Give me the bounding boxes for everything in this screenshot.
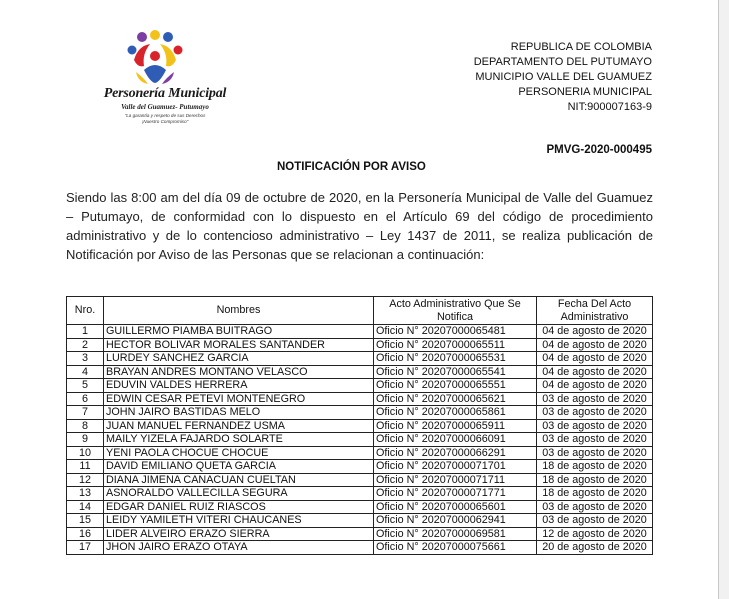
row-number: 5 bbox=[67, 379, 104, 393]
administrative-act: Oficio N° 20207000065861 bbox=[374, 406, 537, 420]
act-date: 03 de agosto de 2020 bbox=[537, 500, 653, 514]
row-number: 12 bbox=[67, 473, 104, 487]
act-date: 12 de agosto de 2020 bbox=[537, 527, 653, 541]
administrative-act: Oficio N° 20207000071711 bbox=[374, 473, 537, 487]
person-name: LEIDY YAMILETH VITERI CHAUCANES bbox=[104, 514, 374, 528]
row-number: 16 bbox=[67, 527, 104, 541]
table-row bbox=[67, 487, 653, 501]
header-nro: Nro. bbox=[67, 297, 104, 325]
administrative-act: Oficio N° 20207000071701 bbox=[374, 460, 537, 474]
letterhead bbox=[474, 40, 652, 115]
act-date: 04 de agosto de 2020 bbox=[537, 352, 653, 366]
person-name: EDWIN CESAR PETEVI MONTENEGRO bbox=[104, 392, 374, 406]
header-nombres: Nombres bbox=[104, 297, 374, 325]
act-date: 04 de agosto de 2020 bbox=[537, 379, 653, 393]
logo-subtitle: Valle del Guamuez- Putumayo bbox=[121, 103, 209, 111]
person-name: EDGAR DANIEL RUIZ RIASCOS bbox=[104, 500, 374, 514]
administrative-act: Oficio N° 20207000065481 bbox=[374, 325, 537, 339]
administrative-act: Oficio N° 20207000071771 bbox=[374, 487, 537, 501]
act-date: 04 de agosto de 2020 bbox=[537, 338, 653, 352]
row-number: 8 bbox=[67, 419, 104, 433]
person-name: JUAN MANUEL FERNANDEZ USMA bbox=[104, 419, 374, 433]
person-name: EDUVIN VALDES HERRERA bbox=[104, 379, 374, 393]
administrative-act: Oficio N° 20207000065621 bbox=[374, 392, 537, 406]
table-body bbox=[67, 325, 653, 555]
table-row bbox=[67, 500, 653, 514]
act-date: 03 de agosto de 2020 bbox=[537, 514, 653, 528]
table-row bbox=[67, 541, 653, 555]
administrative-act: Oficio N° 20207000065551 bbox=[374, 379, 537, 393]
person-name: HECTOR BOLIVAR MORALES SANTANDER bbox=[104, 338, 374, 352]
row-number: 1 bbox=[67, 325, 104, 339]
row-number: 13 bbox=[67, 487, 104, 501]
table-row bbox=[67, 325, 653, 339]
act-date: 03 de agosto de 2020 bbox=[537, 419, 653, 433]
row-number: 7 bbox=[67, 406, 104, 420]
row-number: 3 bbox=[67, 352, 104, 366]
administrative-act: Oficio N° 20207000065531 bbox=[374, 352, 537, 366]
table-row bbox=[67, 419, 653, 433]
row-number: 6 bbox=[67, 392, 104, 406]
letterhead-country: REPUBLICA DE COLOMBIA bbox=[510, 41, 652, 53]
letterhead-municipality: MUNICIPIO VALLE DEL GUAMUEZ bbox=[475, 71, 652, 83]
administrative-act: Oficio N° 20207000065511 bbox=[374, 338, 537, 352]
act-date: 03 de agosto de 2020 bbox=[537, 433, 653, 447]
act-date: 03 de agosto de 2020 bbox=[537, 406, 653, 420]
people-circle-logo-icon bbox=[124, 30, 186, 86]
person-name: LURDEY SANCHEZ GARCIA bbox=[104, 352, 374, 366]
person-name: YENI PAOLA CHOCUE CHOCUE bbox=[104, 446, 374, 460]
act-date: 18 de agosto de 2020 bbox=[537, 460, 653, 474]
logo-slogan-line1: "La garantía y respeto de sus Derechos bbox=[124, 113, 206, 118]
table-row bbox=[67, 527, 653, 541]
row-number: 9 bbox=[67, 433, 104, 447]
person-name: MAILY YIZELA FAJARDO SOLARTE bbox=[104, 433, 374, 447]
table-row bbox=[67, 460, 653, 474]
row-number: 14 bbox=[67, 500, 104, 514]
act-date: 18 de agosto de 2020 bbox=[537, 487, 653, 501]
person-name: DAVID EMILIANO QUETA GARCIA bbox=[104, 460, 374, 474]
letterhead-office: PERSONERIA MUNICIPAL bbox=[518, 86, 652, 98]
person-name: DIANA JIMENA CANACUAN CUELTAN bbox=[104, 473, 374, 487]
table-row bbox=[67, 392, 653, 406]
table-row bbox=[67, 473, 653, 487]
table-row bbox=[67, 406, 653, 420]
table-row bbox=[67, 365, 653, 379]
header-acto: Acto Administrativo Que Se Notifica bbox=[374, 297, 537, 325]
table-row bbox=[67, 433, 653, 447]
row-number: 17 bbox=[67, 541, 104, 555]
act-date: 18 de agosto de 2020 bbox=[537, 473, 653, 487]
act-date: 20 de agosto de 2020 bbox=[537, 541, 653, 555]
table-row bbox=[67, 446, 653, 460]
administrative-act: Oficio N° 20207000066091 bbox=[374, 433, 537, 447]
administrative-act: Oficio N° 20207000065911 bbox=[374, 419, 537, 433]
administrative-act: Oficio N° 20207000075661 bbox=[374, 541, 537, 555]
act-date: 03 de agosto de 2020 bbox=[537, 446, 653, 460]
act-date: 03 de agosto de 2020 bbox=[537, 392, 653, 406]
table-row bbox=[67, 514, 653, 528]
administrative-act: Oficio N° 20207000062941 bbox=[374, 514, 537, 528]
letterhead-department: DEPARTAMENTO DEL PUTUMAYO bbox=[473, 56, 652, 68]
act-date: 04 de agosto de 2020 bbox=[537, 325, 653, 339]
notices-table bbox=[66, 296, 653, 555]
administrative-act: Oficio N° 20207000069581 bbox=[374, 527, 537, 541]
table-row bbox=[67, 338, 653, 352]
letterhead-nit: NIT:900007163-9 bbox=[567, 101, 652, 113]
person-name: JOHN JAIRO BASTIDAS MELO bbox=[104, 406, 374, 420]
logo-title: Personería Municipal bbox=[103, 86, 227, 101]
administrative-act: Oficio N° 20207000065601 bbox=[374, 500, 537, 514]
document-reference: PMVG-2020-000495 bbox=[546, 144, 652, 156]
administrative-act: Oficio N° 20207000065541 bbox=[374, 365, 537, 379]
row-number: 11 bbox=[67, 460, 104, 474]
act-date: 04 de agosto de 2020 bbox=[537, 365, 653, 379]
row-number: 10 bbox=[67, 446, 104, 460]
header-fecha: Fecha Del Acto Administrativo bbox=[537, 297, 653, 325]
table-row bbox=[67, 352, 653, 366]
personeria-logo bbox=[90, 30, 240, 130]
notice-paragraph: Siendo las 8:00 am del día 09 de octubre de 2020, en la Personería Municipal de Valle del Guamuez – Putumayo, de conformidad con lo dispuesto en el Artículo 69 del código de procedimiento administrativo y de lo contencioso administrativo – Ley 1437 de 2011, se realiza publicación de Notificación por Aviso de las Personas que se relacionan a continuación: bbox=[66, 190, 653, 262]
page-background bbox=[719, 0, 729, 599]
row-number: 2 bbox=[67, 338, 104, 352]
person-name: GUILLERMO PIAMBA BUITRAGO bbox=[104, 325, 374, 339]
person-name: JHON JAIRO ERAZO OTAYA bbox=[104, 541, 374, 555]
row-number: 4 bbox=[67, 365, 104, 379]
person-name: ASNORALDO VALLECILLA SEGURA bbox=[104, 487, 374, 501]
table-header-row bbox=[67, 297, 653, 325]
row-number: 15 bbox=[67, 514, 104, 528]
logo-slogan-line2: ¡Nuestro Compromiso" bbox=[141, 119, 189, 124]
document-title: NOTIFICACIÓN POR AVISO bbox=[277, 161, 426, 173]
person-name: LIDER ALVEIRO ERAZO SIERRA bbox=[104, 527, 374, 541]
table-row bbox=[67, 379, 653, 393]
person-name: BRAYAN ANDRES MONTANO VELASCO bbox=[104, 365, 374, 379]
administrative-act: Oficio N° 20207000066291 bbox=[374, 446, 537, 460]
